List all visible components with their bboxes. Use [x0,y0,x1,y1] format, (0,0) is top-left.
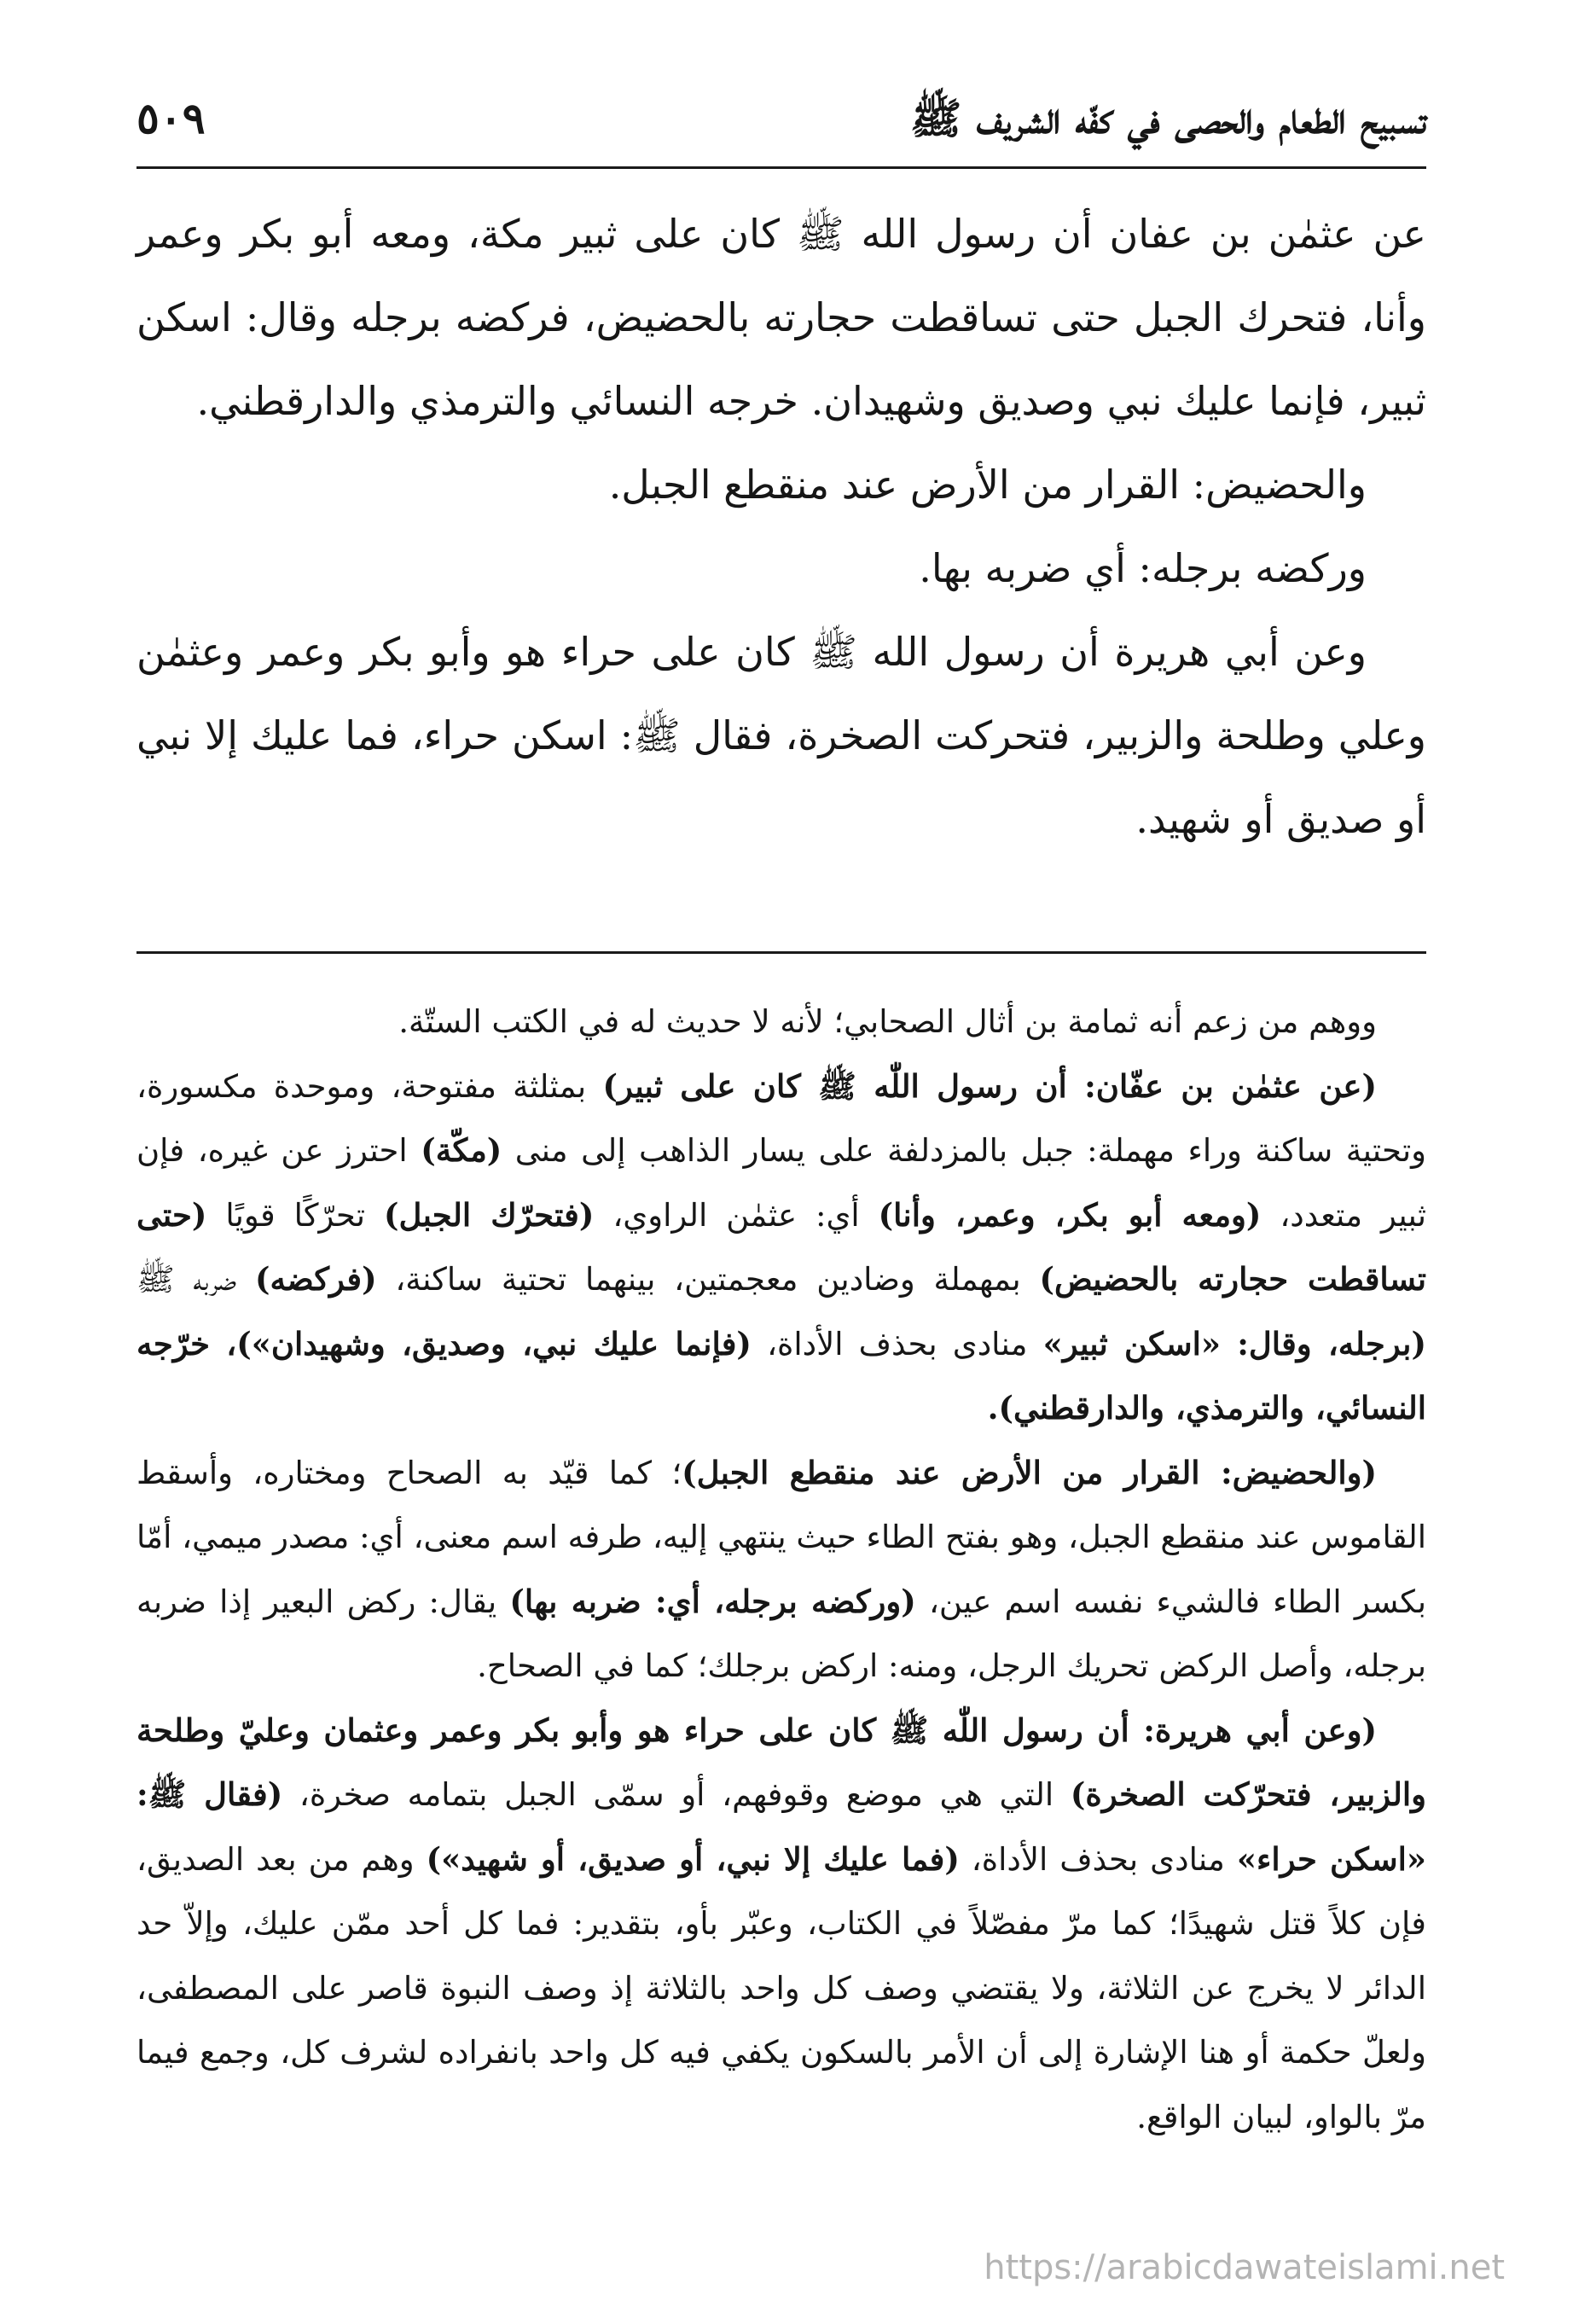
quoted-text-segment: (حتى تساقطت حجارته بالحضيض) [136,1195,1427,1298]
commentary-text-segment: بمهملة وضادين معجمتين، بينهما تحتية ساكنة، [376,1261,1040,1298]
quoted-text-segment: (ومعه أبو بكر، وعمر، وأنا) [878,1195,1262,1234]
section-divider [136,951,1426,954]
main-paragraph-3: وركضه برجله: أي ضربه بها. [919,545,1367,591]
commentary-text-segment: منادى بحذف الأداة، [751,1325,1043,1362]
header-title: تسبيح الطعام والحصى في كفّه الشريف ﷺ [909,93,1426,143]
main-paragraph-2: والحضيض: القرار من الأرض عند منقطع الجبل. [608,462,1367,508]
commentary-text-segment: يقال: ركض البعير إذا ضربه برجله، وأصل الركض تحريك الرجل، ومنه: اركض برجلك؛ كما في الصحاح. [136,1583,1426,1684]
watermark-url: https://arabicdawateislami.net [984,2248,1505,2287]
quoted-text-segment: (فما عليك إلا نبي، أو صديق، أو شهيد») [426,1839,960,1878]
quoted-text-segment: (وعن أبي هريرة: أن رسول اللّٰه ﷺ كان على حراء هو وأبو بكر وعمر وعثمان وعليّ وطلحة والزبير، فتحرّكت الصخرة) [136,1711,1426,1813]
main-paragraph-1: عن عثمٰن بن عفان أن رسول الله ﷺ كان على ثبير مكة، ومعه أبو بكر وعمر وأنا، فتحرك الجبل حتى تساقطت حجارته بالحضيض، فركضه برجله وقال: اسكن ثبير، فإنما عليك نبي وصديق وشهيدان. خرجه النسائي والترمذي والدارقطني. [136,211,1426,424]
commentary-paragraph-3 [136,1441,1426,1699]
commentary-text-segment: ؛ كما قيّد به الصحاح ومختاره، وأسقط القاموس عند منقطع الجبل، وهو بفتح الطاء حيث ينتهي إليه، طرفه اسم معنى، أي: مصدر ميمي، أمّا بكسر الطاء فالشيء نفسه اسم عين، [136,1454,1427,1620]
commentary-text-segment: تحرّكًا قويًا [206,1196,385,1234]
commentary-text-segment: بمثلثة مفتوحة، وموحدة مكسورة، وتحتية ساكنة وراء مهملة: جبل بالمزدلفة على يسار الذاهب إلى منى [136,1067,1426,1169]
commentary-paragraph-2 [136,1055,1426,1441]
quoted-text-segment: (برجله، وقال: «اسكن ثبير» [1042,1324,1426,1362]
commentary-text-segment: منادى بحذف الأداة، [959,1840,1237,1878]
commentary-text-segment: التي هي موضع وقوفهم، أو سمّى الجبل بتمامه صخرة، [282,1776,1071,1813]
quoted-text-segment: (والحضيض: القرار من الأرض عند منقطع الجبل) [682,1453,1377,1491]
main-paragraph-4: وعن أبي هريرة أن رسول الله ﷺ كان على حراء هو وأبو بكر وعمر وعثمٰن وعلي وطلحة والزبير، فتحركت الصخرة، فقال ﷺ: اسكن حراء، فما عليك إلا نبي أو صديق أو شهيد. [136,629,1426,842]
quoted-text-segment: (فركضه) [254,1260,377,1298]
commentary-text-segment: أي: عثمٰن الراوي، [594,1196,879,1234]
quoted-text-segment: (فتحرّك الجبل) [384,1195,595,1234]
commentary-paragraph-4 [136,1699,1426,2150]
quoted-text-segment: (وركضه برجله، أي: ضربه بها) [509,1582,916,1620]
quoted-text-segment: (فإنما عليك نبي، وصديق، وشهيدان»)، خرّجه النسائي، والترمذي، والدارقطني). [136,1324,1426,1426]
quoted-text-segment: (فقال ﷺ: «اسكن حراء» [136,1775,1426,1878]
main-text [136,192,1426,861]
page-number: ٥٠٩ [136,93,206,143]
commentary-text-segment: ضربه ﷺ [136,1261,255,1298]
quoted-text-segment: (مكّة) [421,1131,502,1169]
commentary-paragraph-1: ووهم من زعم أنه ثمامة بن أثال الصحابي؛ لأنه لا حديث له في الكتب الستّة. [398,1003,1377,1040]
commentary-text-segment: احترز عن غيره، فإن ثبير متعدد، [136,1132,1426,1234]
commentary [136,990,1426,2149]
quoted-text-segment: (عن عثمٰن بن عفّان: أن رسول اللّٰه ﷺ كان على ثبير) [602,1066,1377,1105]
commentary-text-segment: وهم من بعد الصديق، فإن كلاً قتل شهيدًا؛ كما مرّ مفصّلاً في الكتاب، وعبّر بأو، بتقدير: فما كل أحد ممّن عليك، وإلاّ حد الدائر لا يخرج عن الثلاثة، ولا يقتضي وصف كل واحد بالثلاثة إذ وصف النبوة قاصر على المصطفى، ولعلّ حكمة أو هنا الإشارة إلى أن الأمر بالسكون يكفي فيه كل واحد بانفراده لشرف كل، وجمع فيما مرّ بالواو، لبيان الواقع. [136,1840,1426,2135]
running-header [136,90,1426,169]
